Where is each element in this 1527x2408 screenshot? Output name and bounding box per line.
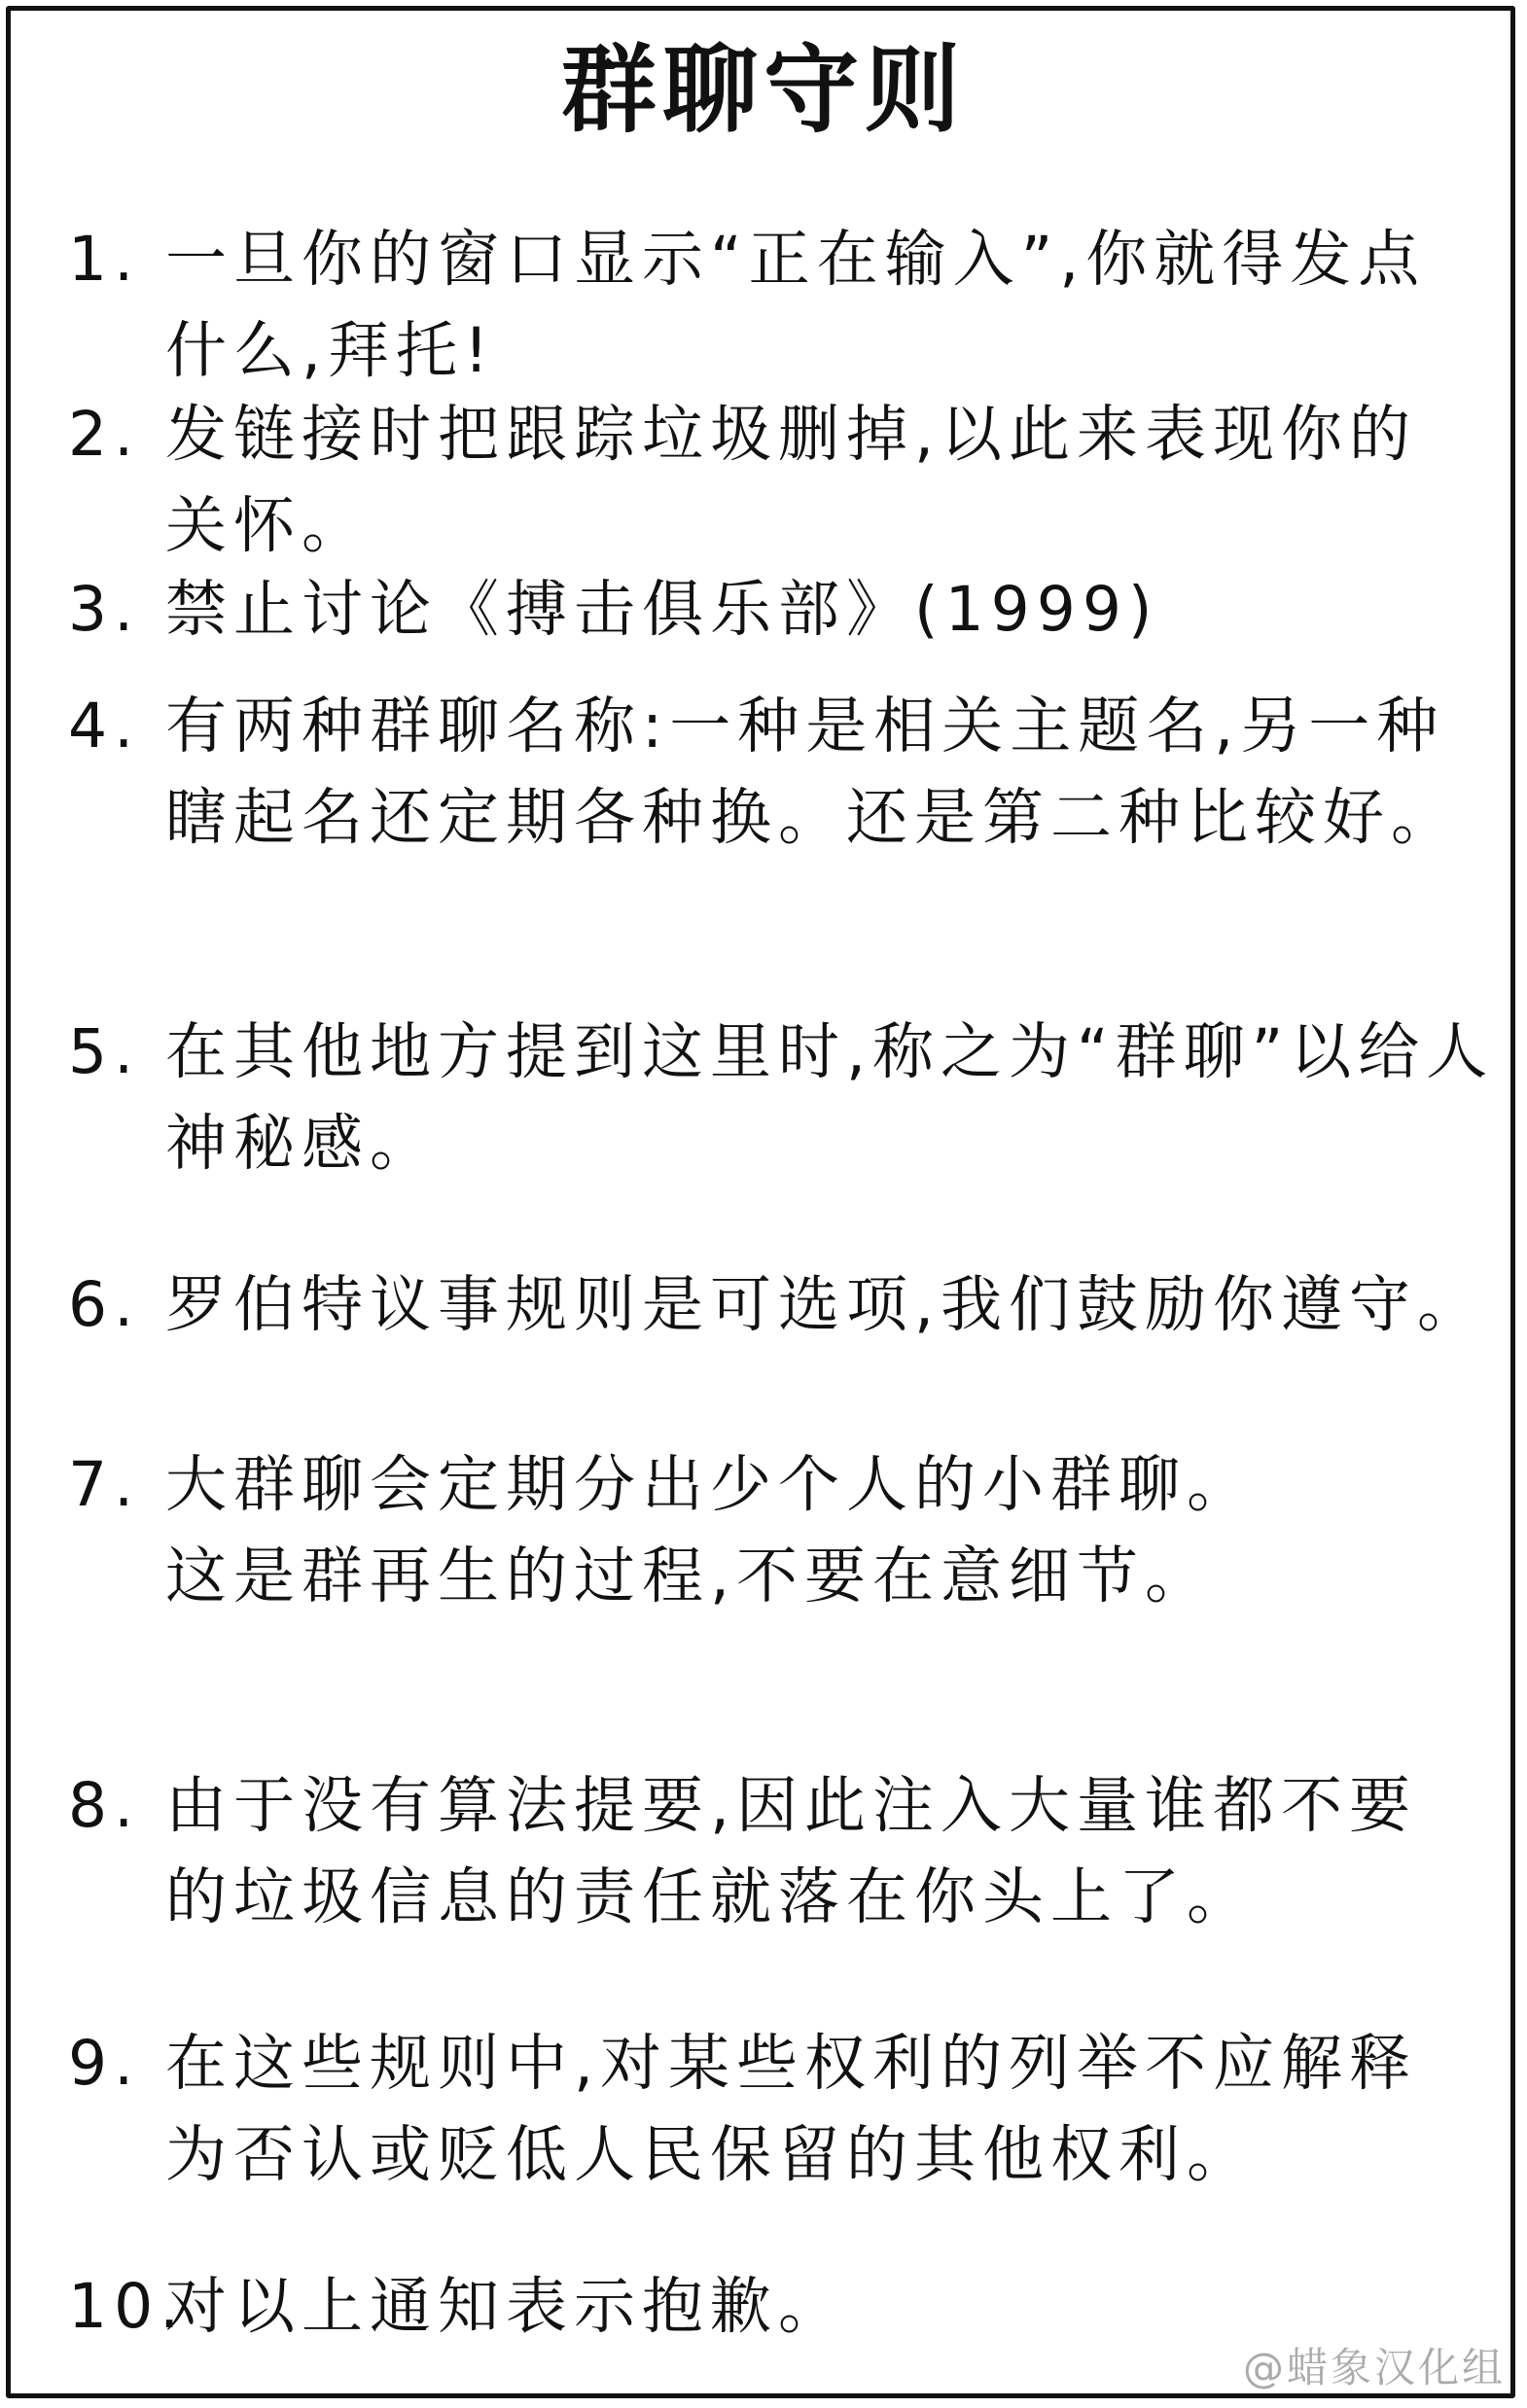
rule-number: 7. (68, 1449, 141, 1520)
watermark: @蜡象汉化组 (1242, 2344, 1506, 2391)
page-title: 群聊守则 (560, 35, 966, 146)
rule-number: 2. (68, 399, 141, 470)
rule-number: 6. (68, 1269, 141, 1340)
rule-number: 10. (68, 2271, 187, 2342)
rule-number: 4. (68, 691, 141, 761)
rule-text: 一旦你的窗口显示“正在输入”,你就得发点 什么,拜托! (165, 224, 1427, 386)
rule-text: 禁止讨论《搏击俱乐部》(1999) (165, 574, 1159, 645)
rule-number: 1. (68, 224, 141, 295)
rule-text: 由于没有算法提要,因此注入大量谁都不要 的垃圾信息的责任就落在你头上了。 (165, 1770, 1418, 1932)
rule-text: 有两种群聊名称:一种是相关主题名,另一种 瞎起名还定期各种换。还是第二种比较好。 (165, 691, 1459, 853)
rule-text: 罗伯特议事规则是可选项,我们鼓励你遵守。 (165, 1269, 1486, 1340)
rule-number: 9. (68, 2028, 141, 2099)
rule-text: 大群聊会定期分出少个人的小群聊。 这是群再生的过程,不要在意细节。 (165, 1449, 1255, 1611)
rule-number: 5. (68, 1016, 141, 1087)
rule-number: 3. (68, 574, 141, 645)
rule-text: 在这些规则中,对某些权利的列举不应解释 为否认或贬低人民保留的其他权利。 (165, 2028, 1418, 2190)
rule-text: 发链接时把跟踪垃圾删掉,以此来表现你的 关怀。 (165, 399, 1418, 561)
rule-number: 8. (68, 1770, 141, 1841)
rule-text: 对以上通知表示抱歉。 (165, 2271, 846, 2342)
rule-text: 在其他地方提到这里时,称之为“群聊”以给人 神秘感。 (165, 1016, 1495, 1179)
